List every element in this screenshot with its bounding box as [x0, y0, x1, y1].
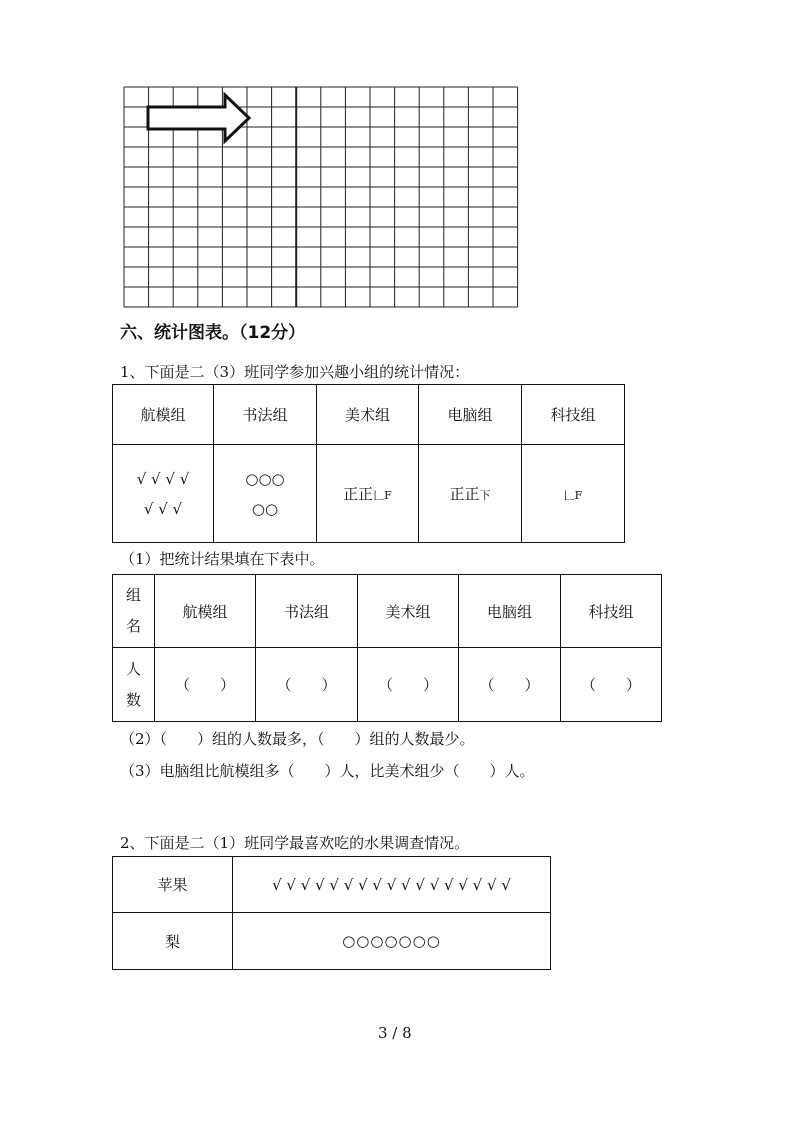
label-char: 组 [125, 586, 141, 604]
sub-question-2: （2）（ ）组的人数最多，（ ）组的人数最少。 [120, 730, 475, 748]
fruit-tally: √ √ √ √ √ √ √ √ √ √ √ √ √ √ √ √ √ [233, 857, 551, 913]
tally-line: √ √ √ √ [136, 469, 190, 488]
answer-blank[interactable]: （ ） [256, 648, 358, 722]
keji-tally [522, 445, 625, 543]
header-cell: 航模组 [155, 575, 256, 648]
label-char: 名 [125, 617, 141, 635]
header-cell: 科技组 [522, 385, 625, 445]
diannao-tally [419, 445, 522, 543]
answer-blank[interactable]: （ ） [459, 648, 561, 722]
fruit-table [112, 856, 551, 970]
tally-line: ○○ [251, 499, 279, 518]
header-cell: 美术组 [358, 575, 459, 648]
answer-blank[interactable]: （ ） [155, 648, 256, 722]
shufa-tally [214, 445, 317, 543]
tally-partial: 下 [479, 489, 491, 502]
answer-blank[interactable]: （ ） [358, 648, 459, 722]
sub-question-3: （3）电脑组比航模组多（ ）人，比美术组少（ ）人。 [120, 762, 535, 780]
page-number: 3 / 8 [378, 1024, 412, 1042]
hangmo-tally [113, 445, 214, 543]
header-cell: 科技组 [561, 575, 662, 648]
header-cell: 美术组 [317, 385, 419, 445]
q1-title: 1、下面是二（3）班同学参加兴趣小组的统计情况： [120, 363, 470, 381]
tally-partial: 𠃊F [563, 488, 583, 502]
answer-blank[interactable]: （ ） [561, 648, 662, 722]
sub-question-1: （1）把统计结果填在下表中。 [120, 550, 325, 568]
tally-line: ○○○ [245, 469, 285, 488]
header-cell: 书法组 [256, 575, 358, 648]
tally-main: 正正 [449, 485, 480, 503]
tally-line: √ √ √ [143, 499, 183, 518]
fruit-tally: ○○○○○○○ [233, 913, 551, 970]
header-cell: 电脑组 [419, 385, 522, 445]
arrow-shape [148, 95, 249, 141]
header-cell: 书法组 [214, 385, 317, 445]
raw-tally-table [112, 384, 625, 543]
label-char: 人 [125, 659, 141, 678]
meishu-tally [317, 445, 419, 543]
grid-with-arrow [123, 86, 521, 308]
fruit-label: 苹果 [113, 857, 233, 913]
section-title: 六、统计图表。（12分） [120, 323, 306, 343]
header-cell: 电脑组 [459, 575, 561, 648]
row-label-renshu [113, 648, 155, 722]
label-char: 数 [125, 690, 141, 709]
row-label-zuming [113, 575, 155, 648]
tally-main: 正正 [343, 485, 374, 503]
fruit-label: 梨 [113, 913, 233, 970]
header-cell: 航模组 [113, 385, 214, 445]
fill-in-table [112, 574, 662, 722]
q2-title: 2、下面是二（1）班同学最喜欢吃的水果调查情况。 [120, 834, 470, 852]
tally-partial: 𠃊F [373, 489, 392, 502]
